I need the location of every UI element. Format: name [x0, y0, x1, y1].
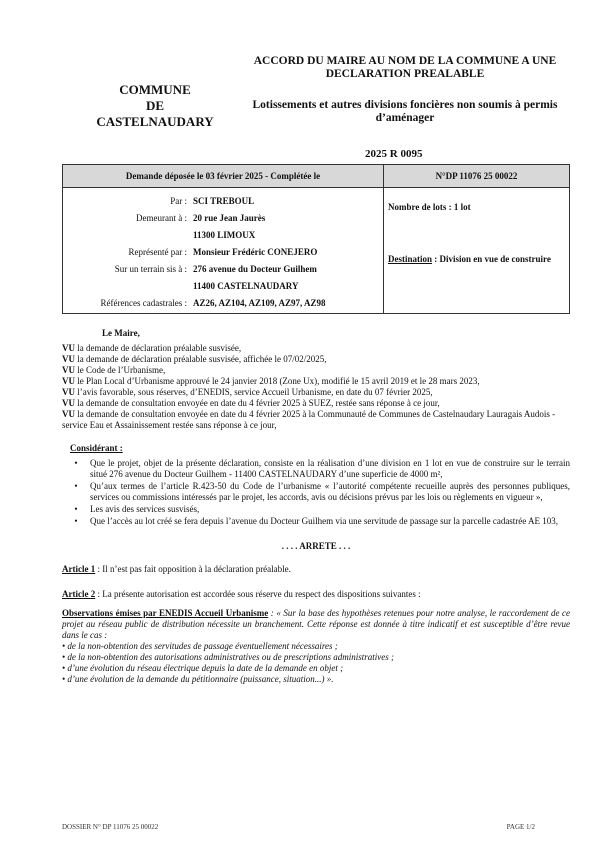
vu-item: VU la demande de déclaration préalable susvisée, [62, 343, 242, 353]
document-subtitle: Lotissements et autres divisions foncières non soumis à permis d’aménager [252, 99, 558, 124]
observation-item: • d’une évolution du réseau électrique depuis la date de la demande en objet ; [62, 663, 344, 673]
commune-block [70, 82, 240, 130]
row-site: Sur un terrain sis à : 276 avenue du Docteur Guilhem [114, 263, 317, 274]
commune-line-1: COMMUNE [119, 82, 191, 97]
request-table [62, 164, 570, 314]
observation-item: • de la non-obtention des autorisations administratives ou de prescriptions administratives ; [62, 652, 395, 662]
enedis-observations: Observations émises par ENEDIS Accueil Urbanisme : « Sur la base des hypothèses retenues pour notre analyse, le raccordement de ce projet au réseau public de distribution nécessite un branchement. Cette réponse est donnée à titre indicatif et est susceptible d’être revue dans le cas : [62, 608, 570, 640]
vu-item: VU le Plan Local d’Urbanisme approuvé le 24 janvier 2018 (Zone Ux), modifié le 15 avril 2019 et le 28 mars 2023, [62, 376, 480, 386]
lots-count: Nombre de lots : 1 lot [388, 202, 471, 212]
considerant-item: • Les avis des services susvisés, [74, 504, 200, 514]
document-title: ACCORD DU MAIRE AU NOM DE LA COMMUNE A UNE DECLARATION PREALABLE [253, 55, 557, 80]
footer-page: PAGE 1/2 [506, 823, 535, 831]
decision-body [62, 328, 570, 685]
vu-item: VU le Code de l’Urbanisme, [62, 365, 166, 375]
row-city: 11300 LIMOUX [193, 229, 256, 240]
considerant-item: • Qu’aux termes de l’article R.423-50 du Code de l’urbanisme « l’autorité compétente recueille auprès des personnes publiques, services ou commissions intéressés par le projet, les accords, avis ou décisions prévus par les lois ou règlements en vigueur », [74, 481, 570, 502]
deposit-date: Demande déposée le 03 février 2025 - Complétée le [63, 165, 384, 188]
observation-item: • d’une évolution de la demande du pétitionnaire (puissance, situation...) ». [62, 674, 334, 684]
vu-item: VU l’avis favorable, sous réserves, d’ENEDIS, service Accueil Urbanisme, en date du 07 février 2025, [62, 387, 433, 397]
commune-line-3: CASTELNAUDARY [96, 114, 214, 129]
vu-item: VU la demande de déclaration préalable susvisée, affichée le 07/02/2025, [62, 354, 327, 364]
observations-list [62, 641, 570, 685]
considerant-item: • Que l’accès au lot créé se fera depuis l’avenue du Docteur Guilhem via une servitude de passage sur la parcelle cadastrée AE 103, [74, 516, 559, 526]
vu-list [62, 343, 570, 431]
observation-item: • de la non-obtention des servitudes de passage éventuellement nécessaires ; [62, 641, 338, 651]
vu-item: VU la demande de consultation envoyée en date du 4 février 2025 à la Communauté de Communes de Castelnaudary Lauragais Audois - service Eau et Assainissement restée sans réponse à ce jour, [62, 409, 556, 430]
mayor-intro: Le Maire, [102, 328, 140, 338]
row-applicant: Par : SCI TREBOUL [170, 195, 255, 206]
applicant-details [63, 188, 384, 314]
vu-item: VU la demande de consultation envoyée en date du 4 février 2025 à SUEZ, restée sans réponse à ce jour, [62, 398, 440, 408]
row-representative: Représenté par : Monsieur Frédéric CONEJERO [128, 246, 318, 257]
lot-details [384, 188, 570, 314]
reference-number: 2025 R 0095 [365, 148, 423, 160]
considerant-title: Considérant : [70, 443, 123, 453]
considerant-item: • Que le projet, objet de la présente déclaration, consiste en la réalisation d’une division en 1 lot en vue de construire sur le terrain situé 276 avenue du Docteur Guilhem - 11400 CASTELNAUDARY d’une superficie de 4000 m², [74, 458, 570, 479]
article-2: Article 2 : La présente autorisation est accordée sous réserve du respect des dispositions suivantes : [62, 589, 421, 599]
article-1: Article 1 : Il n’est pas fait opposition à la déclaration préalable. [62, 564, 291, 574]
footer-dossier: DOSSIER N° DP 11076 25 00022 [62, 823, 159, 831]
row-cadastral: Références cadastrales : AZ26, AZ104, AZ109, AZ97, AZ98 [100, 297, 326, 308]
destination: Destination : Division en vue de construire [388, 254, 551, 264]
considerant-list [62, 458, 570, 527]
row-address: Demeurant à : 20 rue Jean Jaurès [136, 212, 266, 223]
row-site-city: 11400 CASTELNAUDARY [193, 280, 299, 291]
arrete-heading: . . . . ARRETE . . . [281, 541, 351, 551]
document-header [240, 55, 570, 125]
commune-line-2: DE [145, 98, 165, 113]
dp-number: N°DP 11076 25 00022 [384, 165, 570, 188]
